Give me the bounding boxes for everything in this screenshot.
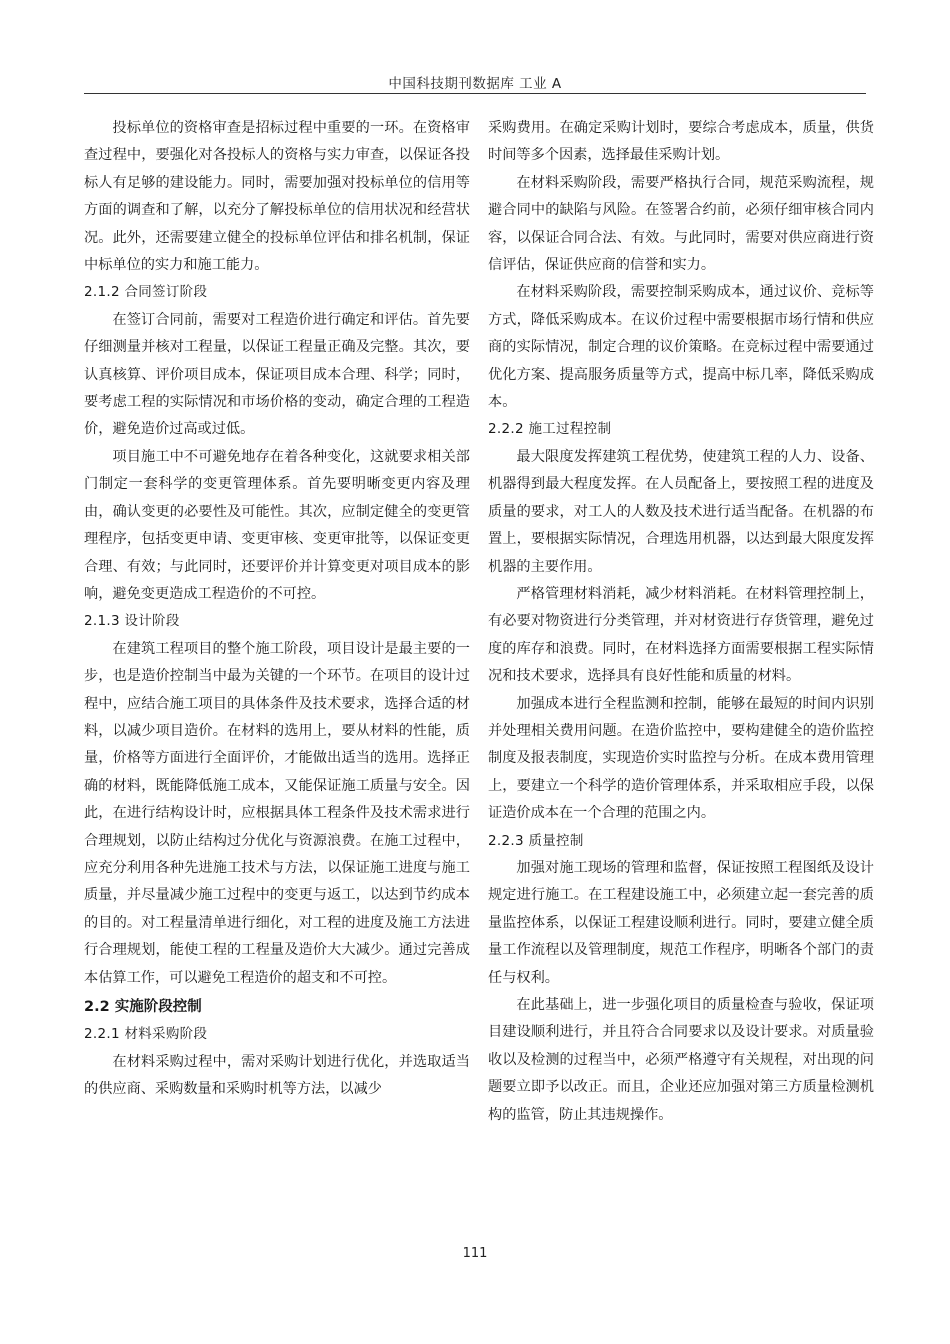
section-heading-2-2-1: 2.2.1 材料采购阶段 [84,1026,208,1043]
paragraph: 最大限度发挥建筑工程优势，使建筑工程的人力、设备、机器得到最大程度发挥。在人员配备上，要按照工程的进度及质量的要求，对工人的人数及技术进行适当配备。在机器的布置上，要根据实际情况，合理选用机器，以达到最大限度发挥机器的主要作用。 [488,448,874,575]
paragraph: 在材料采购阶段，需要严格执行合同，规范采购流程，规避合同中的缺陷与风险。在签署合约前，必须仔细审核合同内容，以保证合同合法、有效。与此同时，需要对供应商进行资信评估，保证供应商的信誉和实力。 [488,174,874,274]
paragraph: 在材料采购过程中，需对采购计划进行优化，并选取适当的供应商、采购数量和采购时机等方法，以减少 [84,1053,470,1098]
page-number: 111 [462,1246,488,1261]
paragraph: 项目施工中不可避免地存在着各种变化，这就要求相关部门制定一套科学的变更管理体系。首先要明晰变更内容及理由，确认变更的必要性及可能性。其次，应制定健全的变更管理程序，包括变更申请、变更审核、变更审批等，以保证变更合理、有效；与此同时，还要评价并计算变更对项目成本的影响，避免变更造成工程造价的不可控。 [84,448,470,602]
section-heading-2-1-2: 2.1.2 合同签订阶段 [84,284,208,301]
paragraph: 在材料采购阶段，需要控制采购成本，通过议价、竞标等方式，降低采购成本。在议价过程中需要根据市场行情和供应商的实际情况，制定合理的议价策略。在竞标过程中需要通过优化方案、提高服务质量等方式，提高中标几率，降低采购成本。 [488,284,874,411]
header-rule [84,93,866,94]
section-heading-2-2: 2.2 实施阶段控制 [84,999,202,1015]
paragraph: 投标单位的资格审查是招标过程中重要的一环。在资格审查过程中，要强化对各投标人的资格与实力审查，以保证各投标人有足够的建设能力。同时，需要加强对投标单位的信用等方面的调查和了解，以充分了解投标单位的信用状况和经营状况。此外，还需要建立健全的投标单位评估和排名机制，保证中标单位的实力和施工能力。 [84,120,470,274]
right-column [488,115,874,1129]
running-header: 中国科技期刊数据库 工业 A [388,76,562,92]
paragraph: 在此基础上，进一步强化项目的质量检查与验收，保证项目建设顺利进行，并且符合合同要求以及设计要求。对质量验收以及检测的过程当中，必须严格遵守有关规程，对出现的问题要立即予以改正。而且，企业还应加强对第三方质量检测机构的监管，防止其违规操作。 [488,997,874,1123]
paragraph: 加强成本进行全程监测和控制，能够在最短的时间内识别并处理相关费用问题。在造价监控中，要构建健全的造价监控制度及报表制度，实现造价实时监控与分析。在成本费用管理上，要建立一个科学的造价管理体系，并采取相应手段，以保证造价成本在一个合理的范围之内。 [488,695,874,822]
section-heading-2-2-3: 2.2.3 质量控制 [488,832,584,849]
paragraph: 在签订合同前，需要对工程造价进行确定和评估。首先要仔细测量并核对工程量，以保证工程量正确及完整。其次，要认真核算、评价项目成本，保证项目成本合理、科学；同时，要考虑工程的实际情况和市场价格的变动，确定合理的工程造价，避免造价过高或过低。 [84,311,470,438]
section-heading-2-1-3: 2.1.3 设计阶段 [84,613,180,630]
section-heading-2-2-2: 2.2.2 施工过程控制 [488,421,612,438]
paragraph: 加强对施工现场的管理和监督，保证按照工程图纸及设计规定进行施工。在工程建设施工中，必须建立起一套完善的质量监控体系，以保证工程建设顺利进行。同时，要建立健全质量工作流程以及管理制度，规范工作程序，明晰各个部门的责任与权利。 [488,859,874,986]
paragraph: 严格管理材料消耗，减少材料消耗。在材料管理控制上，有必要对物资进行分类管理，并对材资进行存货管理，避免过度的库存和浪费。同时，在材料选择方面需要根据工程实际情况和技术要求，选择具有良好性能和质量的材料。 [488,585,874,685]
paragraph-continued: 采购费用。在确定采购计划时，要综合考虑成本，质量，供货时间等多个因素，选择最佳采购计划。 [488,120,874,164]
paragraph: 在建筑工程项目的整个施工阶段，项目设计是最主要的一步，也是造价控制当中最为关键的一个环节。在项目的设计过程中，应结合施工项目的具体条件及技术要求，选择合适的材料，以减少项目造价。在材料的选用上，要从材料的性能，质量，价格等方面进行全面评价，才能做出适当的选用。选择正确的材料，既能降低施工成本，又能保证施工质量与安全。因此，在进行结构设计时，应根据具体工程条件及技术需求进行合理规划，以防止结构过分优化与资源浪费。在施工过程中，应充分利用各种先进施工技术与方法，以保证施工进度与施工质量，并尽量减少施工过程中的变更与返工，以达到节约成本的目的。对工程量清单进行细化，对工程的进度及施工方法进行合理规划，能使工程的工程量及造价大大减少。通过完善成本估算工作，可以避免工程造价的超支和不可控。 [84,640,470,986]
left-column [84,115,470,1104]
